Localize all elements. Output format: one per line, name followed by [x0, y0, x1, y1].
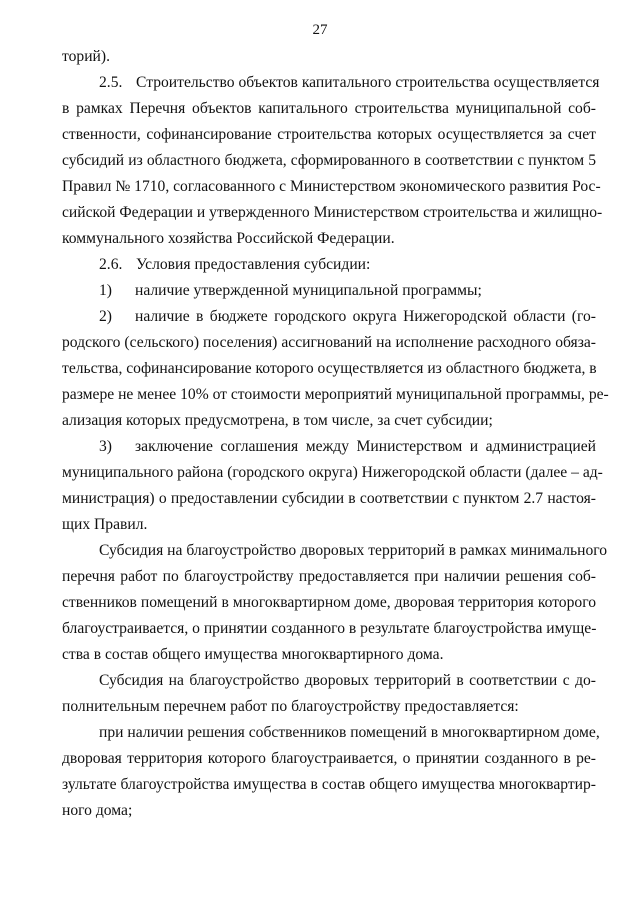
text-line: Правил № 1710, согласованного с Министерством экономического развития Рос-: [62, 178, 601, 195]
text-line: полнительным перечнем работ по благоустройству предоставляется:: [62, 698, 519, 715]
text-line: муниципального района (городского округа) Нижегородской области (далее – ад-: [62, 464, 603, 481]
text-line: тельства, софинансирование которого осуществляется из областного бюджета, в: [62, 360, 597, 377]
text-line: коммунального хозяйства Российской Федерации.: [62, 230, 395, 247]
text-line: торий).: [62, 48, 110, 65]
text-line: ственности, софинансирование строительства которых осуществляется за счет: [62, 126, 596, 143]
text-line: ализация которых предусмотрена, в том числе, за счет субсидии;: [62, 412, 493, 429]
list-item-2: [62, 304, 596, 330]
section-2-5-first-line: [62, 70, 600, 96]
text-line: щих Правил.: [62, 516, 148, 533]
text-line: субсидий из областного бюджета, сформированного в соответствии с пунктом 5: [62, 152, 596, 169]
text-line: в рамках Перечня объектов капитального строительства муниципальной соб-: [62, 100, 596, 117]
text-line: министрация) о предоставлении субсидии в соответствии с пунктом 2.7 настоя-: [62, 490, 596, 507]
section-2-6-heading: [62, 252, 596, 278]
document-body: [62, 44, 609, 824]
paragraph-first-line: Субсидия на благоустройство дворовых территорий в рамках минимального: [99, 542, 608, 559]
text-line: ственников помещений в многоквартирном доме, дворовая территория которого: [62, 594, 596, 611]
text-segment: наличие утвержденной муниципальной программы;: [135, 282, 482, 299]
text-segment: заключение соглашения между Министерством и администрацией: [135, 438, 596, 455]
text-line: благоустраивается, о принятии созданного в результате благоустройства имуще-: [62, 620, 597, 637]
section-number: 2.5.: [99, 74, 123, 91]
text-segment: Условия предоставления субсидии:: [136, 256, 371, 273]
text-line: зультате благоустройства имущества в состав общего имущества многоквартир-: [62, 776, 596, 793]
paragraph-first-line: Субсидия на благоустройство дворовых территорий в соответствии с до-: [99, 672, 596, 689]
list-item-1: [62, 278, 596, 304]
text-line: родского (сельского) поселения) ассигнований на исполнение расходного обяза-: [62, 334, 596, 351]
text-line: перечня работ по благоустройству предоставляется при наличии решения соб-: [62, 568, 596, 585]
text-line: размере не менее 10% от стоимости мероприятий муниципальной программы, ре-: [62, 386, 609, 403]
list-item-3: [62, 434, 596, 460]
text-line: ного дома;: [62, 802, 133, 819]
list-item-number: 3): [99, 438, 112, 455]
text-line: дворовая территория которого благоустраивается, о принятии созданного в ре-: [62, 750, 596, 767]
paragraph-first-line: при наличии решения собственников помещений в многоквартирном доме,: [99, 724, 600, 741]
list-item-number: 1): [99, 282, 112, 299]
text-segment: Строительство объектов капитального строительства осуществляется: [136, 74, 600, 91]
text-line: ства в состав общего имущества многоквартирного дома.: [62, 646, 444, 663]
text-segment: наличие в бюджете городского округа Нижегородской области (го-: [135, 308, 596, 325]
list-item-number: 2): [99, 308, 112, 325]
text-line: сийской Федерации и утвержденного Министерством строительства и жилищно-: [62, 204, 603, 221]
section-number: 2.6.: [99, 256, 123, 273]
page-number: 27: [312, 22, 328, 38]
